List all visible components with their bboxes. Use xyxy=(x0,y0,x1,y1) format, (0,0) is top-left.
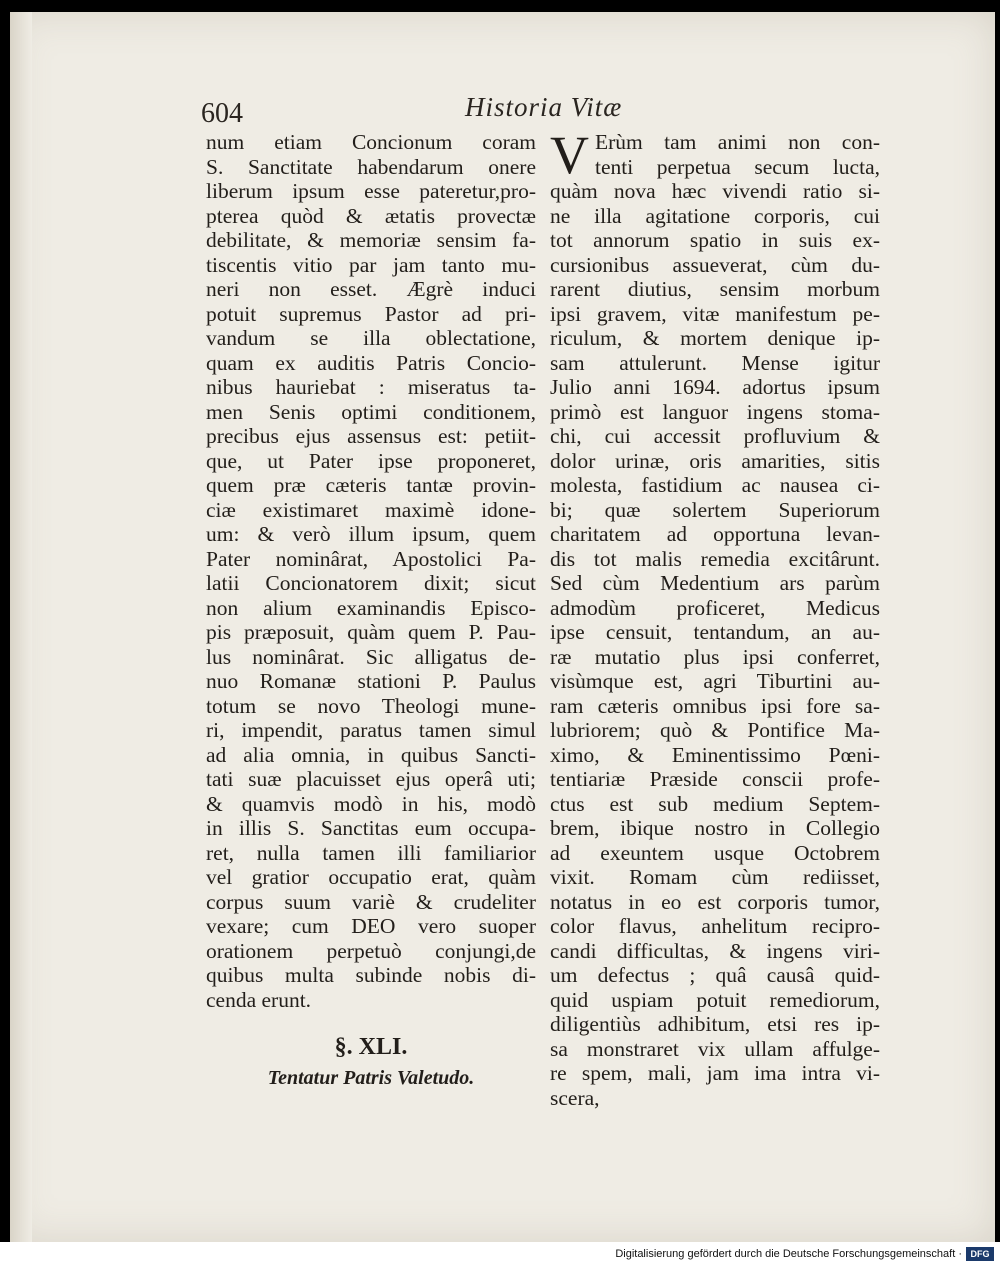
dfg-logo: DFG xyxy=(966,1247,994,1261)
text-line: & quamvis modò in his, modò xyxy=(206,791,536,816)
text-line: nuo Romanæ stationi P. Paulus xyxy=(206,669,536,693)
text-line: tentiariæ Præside conscii profe- xyxy=(550,767,880,791)
text-line: Pater nominârat, Apostolici Pa- xyxy=(206,546,536,571)
text-line: scera, xyxy=(550,1085,600,1110)
text-line: ximo, & Eminentissimo Pœni- xyxy=(550,742,880,767)
text-line: lus nominârat. Sic alligatus de- xyxy=(206,644,536,669)
text-line: totum se novo Theologi mune- xyxy=(206,693,536,718)
text-line: ne illa agitatione corporis, cui xyxy=(550,203,880,228)
text-line: visùmque est, agri Tiburtini au- xyxy=(550,669,880,693)
section-heading: §. XLI. xyxy=(334,1034,408,1060)
text-line: um defectus ; quâ causâ quid- xyxy=(550,963,880,987)
text-line: charitatem ad opportuna levan- xyxy=(550,522,880,546)
text-line: neri non esset. Ægrè induci xyxy=(206,277,536,301)
text-line: latii Concionatorem dixit; sicut xyxy=(206,571,536,595)
text-line: vel gratior occupatio erat, quàm xyxy=(206,865,536,889)
text-line: pis præposuit, quàm quem P. Pau- xyxy=(206,620,536,644)
text-line: in illis S. Sanctitas eum occupa- xyxy=(206,816,536,840)
text-line: sa monstraret vix ullam affulge- xyxy=(550,1036,880,1061)
text-line: ad alia omnia, in quibus Sancti- xyxy=(206,742,536,767)
text-line: orationem perpetuò conjungi,de xyxy=(206,938,536,963)
text-line: vixit. Romam cùm rediisset, xyxy=(550,865,880,889)
text-line: cenda erunt. xyxy=(206,987,312,1012)
left-column xyxy=(206,130,536,1092)
text-line: Erùm tam animi non con- xyxy=(595,130,880,154)
text-line: re spem, mali, jam ima intra vi- xyxy=(550,1061,880,1085)
text-line: ad exeuntem usque Octobrem xyxy=(550,840,880,865)
text-line: ram cæteris omnibus ipsi fore sa- xyxy=(550,693,880,718)
text-line: ri, impendit, paratus tamen simul xyxy=(206,718,536,742)
text-line: quàm nova hæc vivendi ratio si- xyxy=(550,179,880,203)
text-line: chi, cui accessit profluvium & xyxy=(550,424,880,448)
text-line: candi difficultas, & ingens viri- xyxy=(550,938,880,963)
text-line: non alium examinandis Episco- xyxy=(206,595,536,620)
text-line: brem, ibique nostro in Collegio xyxy=(550,816,880,840)
right-column-text xyxy=(550,125,880,1110)
text-line: vexare; cum DEO vero suoper xyxy=(206,914,536,938)
text-line: tenti perpetua secum lucta, xyxy=(595,154,880,179)
running-title: Historia Vitæ xyxy=(465,92,623,122)
page-number: 604 xyxy=(201,98,243,129)
text-line: ipsi gravem, vitæ manifestum pe- xyxy=(550,301,880,326)
text-line: tiscentis vitio par jam tanto mu- xyxy=(206,252,536,277)
text-line: vandum se illa oblectatione, xyxy=(206,326,536,350)
text-line: precibus ejus assensus est: petiit- xyxy=(206,424,536,448)
text-line: ctus est sub medium Septem- xyxy=(550,791,880,816)
text-line: ræ mutatio plus ipsi conferret, xyxy=(550,644,880,669)
text-line: quid uspiam potuit remediorum, xyxy=(550,987,880,1012)
text-line: ipse censuit, tentandum, an au- xyxy=(550,620,880,644)
text-line: quem præ cæteris tantæ provin- xyxy=(206,473,536,497)
text-line: rarent diutius, sensim morbum xyxy=(550,277,880,301)
text-line: diligentiùs adhibitum, etsi res ip- xyxy=(550,1012,880,1036)
text-line: sam attulerunt. Mense igitur xyxy=(550,350,880,375)
text-line: molesta, fastidium ac nausea ci- xyxy=(550,473,880,497)
section-subtitle: Tentatur Patris Valetudo. xyxy=(267,1067,475,1089)
text-line: primò est languor ingens stoma- xyxy=(550,399,880,424)
text-line: num etiam Concionum coram xyxy=(206,130,536,154)
text-line: S. Sanctitate habendarum onere xyxy=(206,154,536,179)
text-line: lubriorem; quò & Pontifice Ma- xyxy=(550,718,880,742)
text-line: tati suæ placuisset ejus operâ uti; xyxy=(206,767,536,791)
text-line: bi; quæ solertem Superiorum xyxy=(550,497,880,522)
text-line: ciæ existimaret maximè idone- xyxy=(206,497,536,522)
text-line: cursionibus assueverat, cùm du- xyxy=(550,252,880,277)
text-line: admodùm proficeret, Medicus xyxy=(550,595,880,620)
text-line: notatus in eo est corporis tumor, xyxy=(550,889,880,914)
left-column-text xyxy=(206,130,536,1012)
right-column xyxy=(550,125,880,1110)
text-line: potuit supremus Pastor ad pri- xyxy=(206,301,536,326)
text-line: liberum ipsum esse pateretur,pro- xyxy=(206,179,536,203)
text-line: tot annorum spatio in suis ex- xyxy=(550,228,880,252)
footer-bar xyxy=(0,1242,1000,1264)
text-line: ret, nulla tamen illi familiarior xyxy=(206,840,536,865)
text-line: um: & verò illum ipsum, quem xyxy=(206,522,536,546)
scanned-page xyxy=(10,12,995,1242)
text-line: dolor urinæ, oris amarities, sitis xyxy=(550,448,880,473)
text-line: men Senis optimi conditionem, xyxy=(206,399,536,424)
footer-credit: Digitalisierung gefördert durch die Deutsche Forschungsgemeinschaft · xyxy=(615,1248,962,1260)
text-line: corpus suum variè & crudeliter xyxy=(206,889,536,914)
text-line: pterea quòd & ætatis provectæ xyxy=(206,203,536,228)
text-line: dis tot malis remedia excitârunt. xyxy=(550,546,880,571)
page-gutter xyxy=(10,12,32,1242)
text-line: Sed cùm Medentium ars parùm xyxy=(550,571,880,595)
text-line: Julio anni 1694. adortus ipsum xyxy=(550,375,880,399)
text-line: color flavus, anhelitum recipro- xyxy=(550,914,880,938)
drop-cap: V xyxy=(550,125,589,185)
text-line: que, ut Pater ipse proponeret, xyxy=(206,448,536,473)
text-line: riculum, & mortem denique ip- xyxy=(550,326,880,350)
text-line: quam ex auditis Patris Concio- xyxy=(206,350,536,375)
text-line: quibus multa subinde nobis di- xyxy=(206,963,536,987)
text-line: debilitate, & memoriæ sensim fa- xyxy=(206,228,536,252)
text-line: nibus hauriebat : miseratus ta- xyxy=(206,375,536,399)
